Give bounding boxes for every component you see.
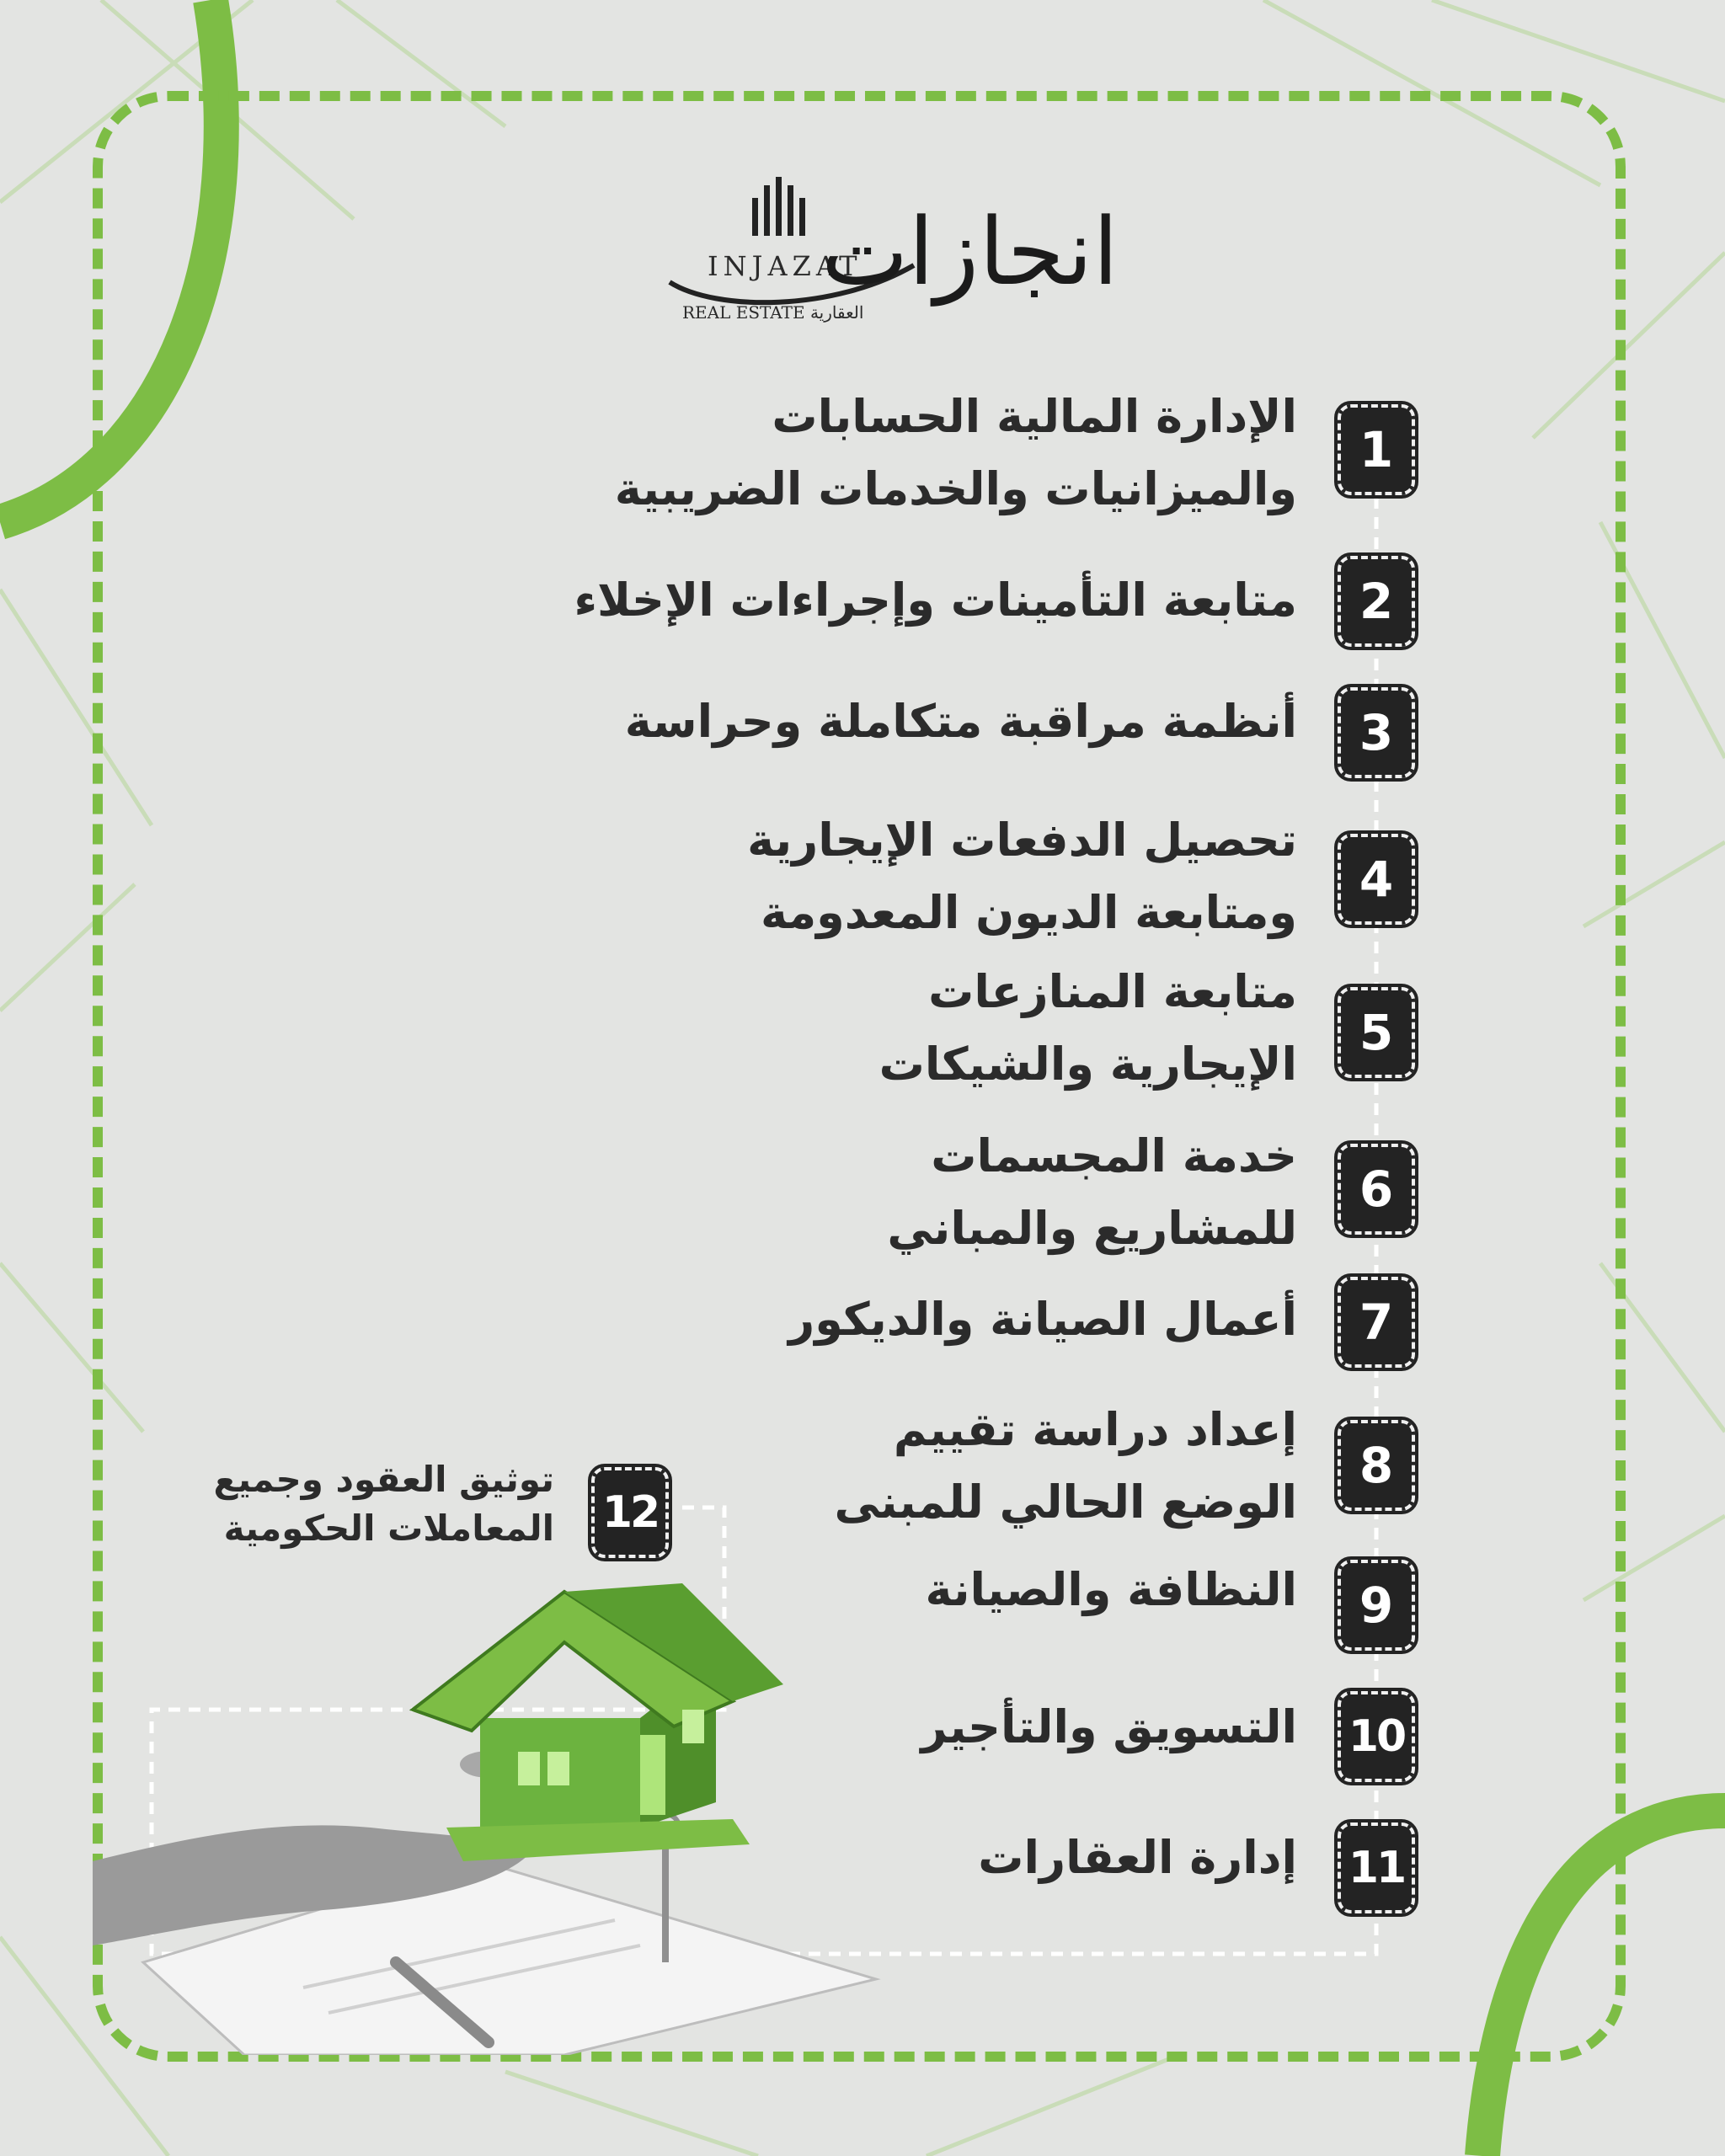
service-12-line1: توثيق العقود وجميع <box>213 1459 554 1500</box>
service-11 <box>978 1822 1297 1894</box>
house-in-hand-illustration <box>93 1583 893 2055</box>
service-8 <box>835 1394 1297 1539</box>
service-5-line2: الإيجارية والشيكات <box>879 1038 1297 1091</box>
service-7 <box>788 1283 1297 1356</box>
service-8-line1: إعداد دراسة تقييم <box>893 1403 1297 1456</box>
logo-arabic: انجازات <box>821 198 1119 306</box>
service-6-line2: للمشاريع والمباني <box>887 1202 1297 1255</box>
service-2 <box>574 564 1297 637</box>
step-badge-3: 3 <box>1338 687 1415 778</box>
service-4-line1: تحصيل الدفعات الإيجارية <box>747 814 1297 867</box>
service-11-line1: إدارة العقارات <box>978 1831 1297 1884</box>
service-3 <box>625 686 1297 758</box>
service-10-line1: التسويق والتأجير <box>921 1700 1297 1753</box>
logo-english: INJAZAT <box>708 250 862 282</box>
logo-subtitle: REAL ESTATE العقارية <box>682 302 864 323</box>
service-1 <box>615 381 1297 526</box>
service-9 <box>925 1554 1297 1626</box>
building-icon <box>745 173 821 240</box>
service-5 <box>879 956 1297 1101</box>
step-badge-12: 12 <box>591 1467 669 1558</box>
step-badge-1: 1 <box>1338 404 1415 495</box>
service-4 <box>747 804 1297 949</box>
service-7-line1: أعمال الصيانة والديكور <box>788 1293 1297 1346</box>
service-4-line2: ومتابعة الديون المعدومة <box>760 886 1297 939</box>
service-10 <box>921 1691 1297 1764</box>
step-badge-11: 11 <box>1338 1822 1415 1913</box>
step-badge-7: 7 <box>1338 1277 1415 1368</box>
service-1-line2: والميزانيات والخدمات الضريبية <box>614 462 1297 515</box>
injazat-logo <box>657 173 1119 341</box>
step-badge-2: 2 <box>1338 556 1415 647</box>
service-8-line2: الوضع الحالي للمبنى <box>834 1476 1297 1529</box>
service-12 <box>158 1455 554 1553</box>
step-badge-8: 8 <box>1338 1420 1415 1511</box>
service-6 <box>887 1120 1297 1265</box>
step-badge-5: 5 <box>1338 987 1415 1078</box>
service-3-line1: أنظمة مراقبة متكاملة وحراسة <box>624 695 1297 748</box>
service-6-line1: خدمة المجسمات <box>931 1129 1297 1182</box>
step-badge-6: 6 <box>1338 1144 1415 1235</box>
step-badge-10: 10 <box>1338 1691 1415 1782</box>
step-badge-9: 9 <box>1338 1560 1415 1651</box>
step-badge-4: 4 <box>1338 834 1415 925</box>
service-1-line1: الإدارة المالية الحسابات <box>772 390 1297 443</box>
service-5-line1: متابعة المنازعات <box>928 965 1297 1018</box>
service-9-line1: النظافة والصيانة <box>925 1563 1297 1616</box>
service-2-line1: متابعة التأمينات وإجراءات الإخلاء <box>574 574 1297 627</box>
service-12-line2: المعاملات الحكومية <box>223 1508 554 1549</box>
